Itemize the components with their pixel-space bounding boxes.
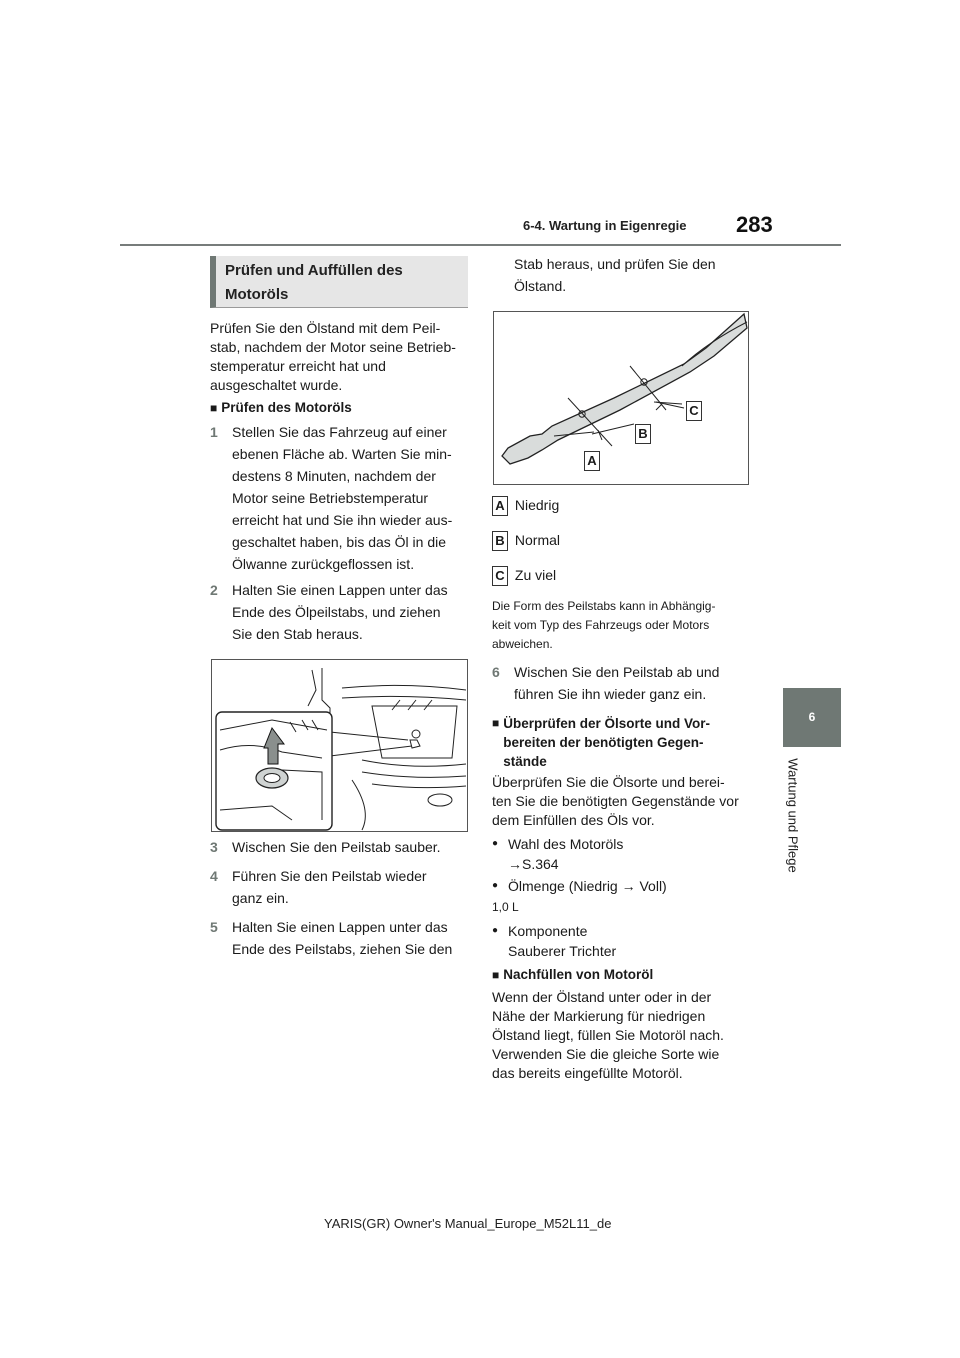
subheading-text: Nachfüllen von Motoröl [503, 967, 654, 982]
label-c-marker: C [686, 401, 702, 421]
square-bullet-icon: ■ [210, 401, 218, 415]
oil-amount-value: 1,0 L [492, 900, 519, 914]
step-text: Wischen Sie den Peilstab sauber. [232, 839, 441, 855]
intro-line: stemperatur erreicht hat und [210, 358, 386, 374]
step-2 [210, 579, 470, 645]
subheading-text: Prüfen des Motoröls [221, 400, 352, 415]
legend-key: B [492, 531, 508, 551]
step-3 [210, 836, 470, 858]
step-5-continued [492, 253, 752, 297]
bullet-oil-choice: ● Wahl des Motoröls →S.364 [492, 836, 624, 872]
step-number: 2 [210, 582, 218, 598]
legend-text: Normal [514, 532, 561, 548]
bullet-component: ● Komponente Sauberer Trichter [492, 923, 617, 959]
legend-text: Niedrig [514, 497, 560, 513]
step-number: 4 [210, 868, 218, 884]
step-number: 1 [210, 424, 218, 440]
footer-manual-id: YARIS(GR) Owner's Manual_Europe_M52L11_de [324, 1216, 612, 1231]
square-bullet-icon: ■ [492, 968, 500, 982]
engine-dipstick-illustration [211, 659, 468, 832]
label-a-marker: A [584, 451, 600, 471]
bullet-dot-icon: ● [492, 925, 499, 936]
square-bullet-icon: ■ [492, 716, 500, 730]
step-4 [210, 865, 470, 909]
refill-paragraph: Wenn der Ölstand unter oder in der Nähe der Markierung für niedrigen Ölstand liegt, füllen Sie Motoröl nach. Verwenden Sie die gleiche Sorte wie das bereits eingefüllte Motoröl. [492, 989, 724, 1081]
legend-item-too-much [492, 566, 556, 586]
section-heading-line1: Prüfen und Auffüllen des [225, 262, 403, 279]
bullet-dot-icon: ● [492, 880, 499, 891]
step-text: Führen Sie den Peilstab wieder ganz ein. [232, 868, 427, 906]
section-heading [210, 256, 468, 308]
intro-line: Prüfen Sie den Ölstand mit dem Peil- [210, 320, 441, 336]
oil-type-paragraph: Überprüfen Sie die Ölsorte und berei- ten Sie die benötigten Gegenstände vor dem Einfüllen des Öls vor. [492, 774, 739, 828]
step-text: Stellen Sie das Fahrzeug auf einer ebenen Fläche ab. Warten Sie min- destens 8 Minuten, nachdem der Motor seine Betriebstemperatur erreicht hat und Sie ihn wieder aus- geschaltet haben, bis das Öl in die Ölwanne zurückgeflossen ist. [232, 424, 453, 572]
legend-key: C [492, 566, 508, 586]
legend-item-low [492, 496, 559, 516]
intro-paragraph [210, 319, 472, 395]
subheading-check-oil [210, 400, 352, 415]
step-5 [210, 916, 470, 960]
chapter-tab[interactable]: 6 [783, 688, 841, 747]
step-number: 5 [210, 919, 218, 935]
legend-item-normal [492, 531, 560, 551]
step-text: Halten Sie einen Lappen unter das Ende des Peilstabs, ziehen Sie den [232, 919, 453, 957]
dipstick-note: Die Form des Peilstabs kann in Abhängig- keit vom Typ des Fahrzeugs oder Motors abweichen. [492, 599, 716, 651]
step-text: Halten Sie einen Lappen unter das Ende des Ölpeilstabs, und ziehen Sie den Stab heraus. [232, 582, 448, 642]
step-1 [210, 421, 470, 575]
dipstick-drawing [494, 312, 748, 484]
page-reference-link[interactable]: →S.364 [508, 856, 559, 872]
header-rule [120, 244, 841, 246]
step-text: Stab heraus, und prüfen Sie den Ölstand. [514, 256, 716, 294]
legend-text: Zu viel [514, 567, 557, 583]
label-b-marker: B [635, 424, 651, 444]
section-title: 6-4. Wartung in Eigenregie [523, 218, 687, 233]
bullet-dot-icon: ● [492, 838, 499, 849]
section-heading-line2: Motoröls [225, 286, 289, 303]
step-6 [492, 661, 752, 705]
intro-line: ausgeschaltet wurde. [210, 377, 343, 393]
dipstick-level-illustration [493, 311, 749, 485]
step-number: 6 [492, 664, 500, 680]
chapter-title: Wartung und Pflege [785, 758, 801, 873]
engine-bay-drawing [212, 660, 467, 831]
legend-key: A [492, 496, 508, 516]
subheading-refill [492, 967, 653, 982]
step-text: Wischen Sie den Peilstab ab und führen Sie ihn wieder ganz ein. [514, 664, 720, 702]
step-number: 3 [210, 839, 218, 855]
page-number: 283 [736, 212, 773, 237]
intro-line: stab, nachdem der Motor seine Betrieb- [210, 339, 456, 355]
subheading-oil-type: ■ Überprüfen der Ölsorte und Vor- bereiten der benötigten Gegen- stände [492, 716, 711, 769]
bullet-oil-amount: ● Ölmenge (Niedrig → Voll) [492, 878, 667, 894]
